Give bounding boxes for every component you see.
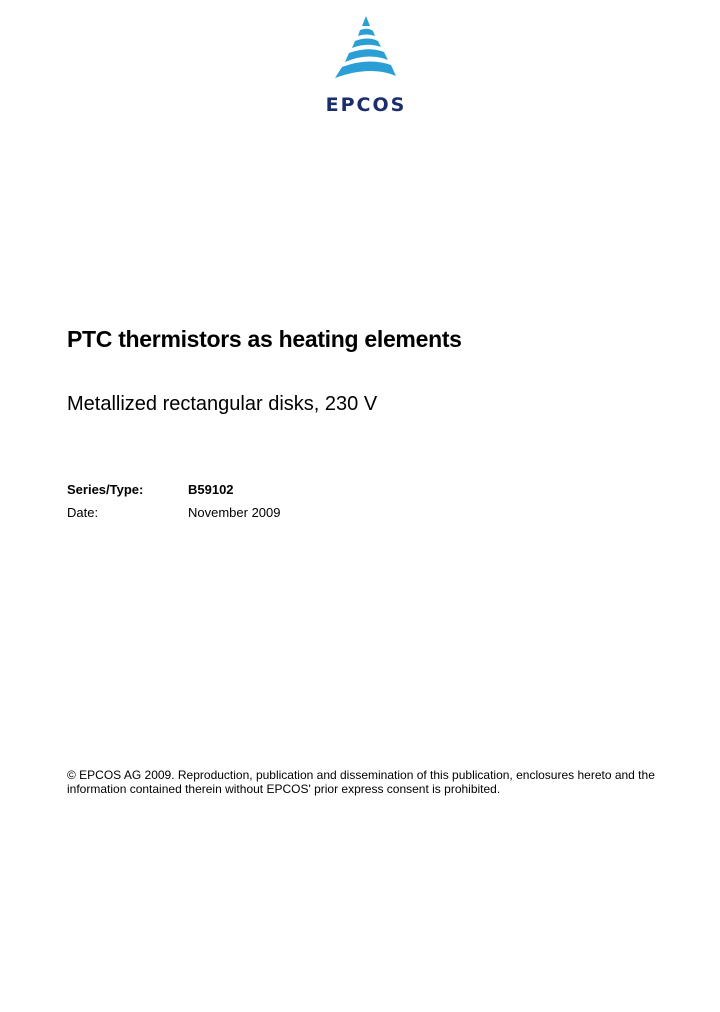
copyright-line-2: information contained therein without EPCOS' prior express consent is prohibited. <box>67 782 501 796</box>
document-subtitle: Metallized rectangular disks, 230 V <box>67 393 378 415</box>
epcos-logo <box>318 14 414 116</box>
copyright-notice <box>67 768 667 796</box>
date-label: Date: <box>67 505 99 520</box>
document-title: PTC thermistors as heating elements <box>67 326 462 352</box>
series-type-label: Series/Type: <box>67 482 144 497</box>
copyright-line-1: © EPCOS AG 2009. Reproduction, publication and dissemination of this publication, enclosures hereto and the <box>67 768 655 782</box>
epcos-triangle-logo-icon <box>330 14 402 82</box>
series-type-value: B59102 <box>188 482 234 497</box>
date-value: November 2009 <box>188 505 281 520</box>
logo-wordmark: EPCOS <box>325 94 407 116</box>
